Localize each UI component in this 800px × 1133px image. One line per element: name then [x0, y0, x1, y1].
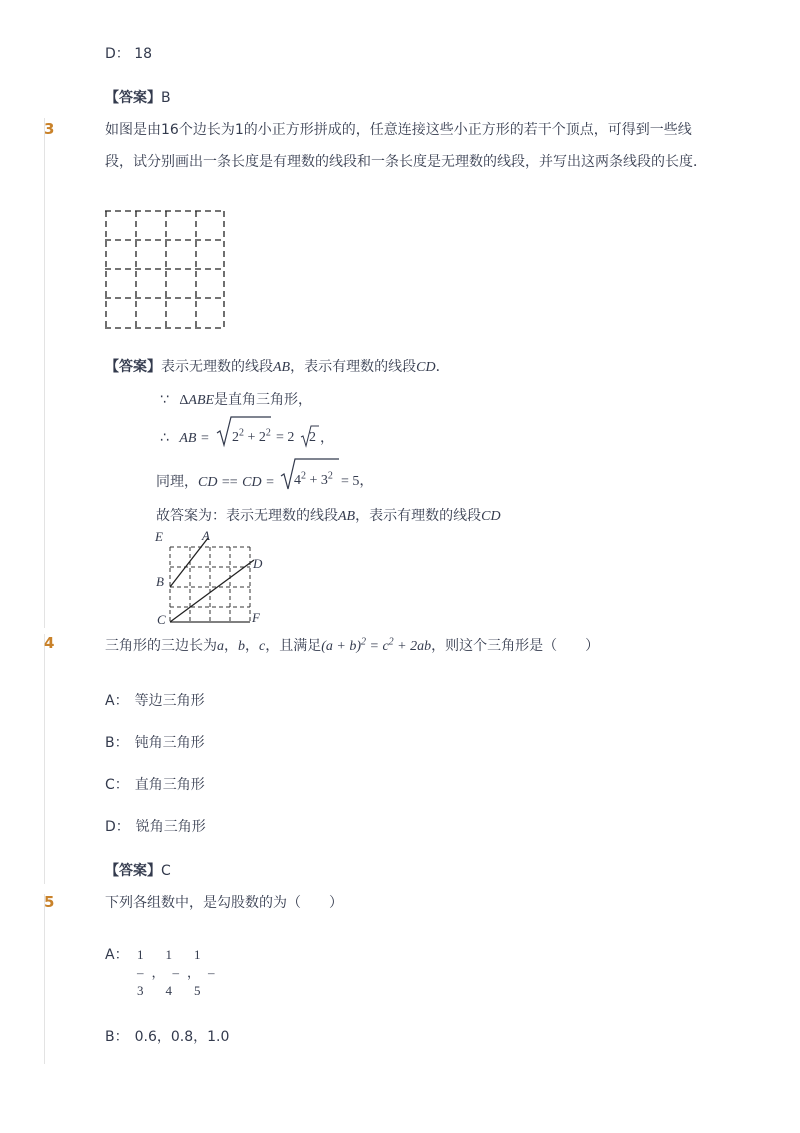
same-reason-line: [156, 472, 274, 493]
result: = 5，: [341, 474, 374, 489]
because-line: [160, 390, 312, 411]
answer-text: ，表示有理数的线段: [290, 359, 417, 375]
equals: =: [200, 431, 209, 446]
point-label-d: D: [253, 556, 263, 571]
question-stem: 下列各组数中，是勾股数的为（ ）: [105, 895, 343, 911]
conclusion: 故答案为：表示无理数的线段AB，表示有理数的线段CD: [156, 508, 501, 524]
triangle-name: ABE: [188, 393, 215, 408]
cd-label: CD: [198, 475, 218, 490]
option-d: D： 18: [105, 46, 153, 62]
option-c: C： 直角三角形: [105, 777, 205, 793]
question-number: 5: [44, 893, 55, 911]
radicand-1: $2^2 + 2^2$: [232, 427, 271, 445]
question-number: 4: [44, 634, 55, 652]
answer-value: B: [161, 90, 171, 106]
result-coef: = 2: [276, 430, 295, 445]
question-5-rule: [44, 894, 45, 1064]
because-symbol: ∵: [160, 392, 169, 408]
therefore-line: [160, 428, 209, 449]
option-a: A： 等边三角形: [105, 693, 205, 709]
therefore-symbol: ∴: [160, 430, 169, 446]
segment-ab: AB: [273, 360, 291, 375]
ab-label: AB: [179, 431, 197, 446]
point-label-e: E: [155, 529, 163, 544]
answer-text: 表示无理数的线段: [161, 359, 273, 375]
point-label-f: F: [252, 610, 260, 625]
question-number: 3: [44, 120, 55, 138]
option-b: B： 0.6，0.8，1.0: [105, 1029, 230, 1045]
cd-label: CD: [242, 475, 262, 490]
answer-row: [105, 88, 171, 108]
question-3-rule: [44, 118, 45, 628]
comma: ，: [320, 430, 334, 446]
formula: $(a + b)^2 = c^2 + 2ab$: [321, 636, 432, 654]
point-label-b: B: [156, 574, 164, 589]
point-label-c: C: [157, 612, 166, 627]
same-reason: 同理，: [156, 474, 198, 490]
q3-answer-line: [105, 357, 450, 378]
triangle-text: 是直角三角形，: [214, 392, 313, 408]
answer-value: C: [161, 863, 171, 879]
option-d: D： 锐角三角形: [105, 819, 206, 835]
answer-row: [105, 861, 171, 881]
question-4-rule: [44, 634, 45, 884]
answer-label: 【答案】: [105, 359, 161, 375]
answer-label: 【答案】: [105, 863, 161, 879]
result-radicand: 2: [309, 430, 316, 445]
triangle-symbol: Δ: [179, 393, 189, 408]
option-b: B： 钝角三角形: [105, 735, 205, 751]
grid-figure: [104, 208, 228, 332]
question-stem: 三角形的三边长为a，b，c，且满足$(a + b)^2 = c^2 + 2ab$，则这个三角形是（ ）: [105, 636, 600, 654]
question-stem: 如图是由16个边长为1的小正方形拼成的，任意连接这些小正方形的若干个顶点，可得到一些线段，试分别画出一条长度是有理数的线段和一条长度是无理数的线段，并写出这两条线段的长度．: [105, 122, 707, 170]
radicand-2: $4^2 + 3^2$: [294, 470, 333, 488]
answer-text: ．: [435, 359, 450, 375]
option-a-label: A：: [105, 947, 129, 963]
option-a-fractions: 1 1 1 – ， – ， – 3 4 5: [137, 947, 215, 998]
segment-cd: CD: [416, 360, 436, 375]
equals: =: [266, 475, 274, 490]
point-label-a: A: [202, 528, 210, 543]
answer-label: 【答案】: [105, 90, 161, 106]
equals: ==: [221, 475, 238, 490]
